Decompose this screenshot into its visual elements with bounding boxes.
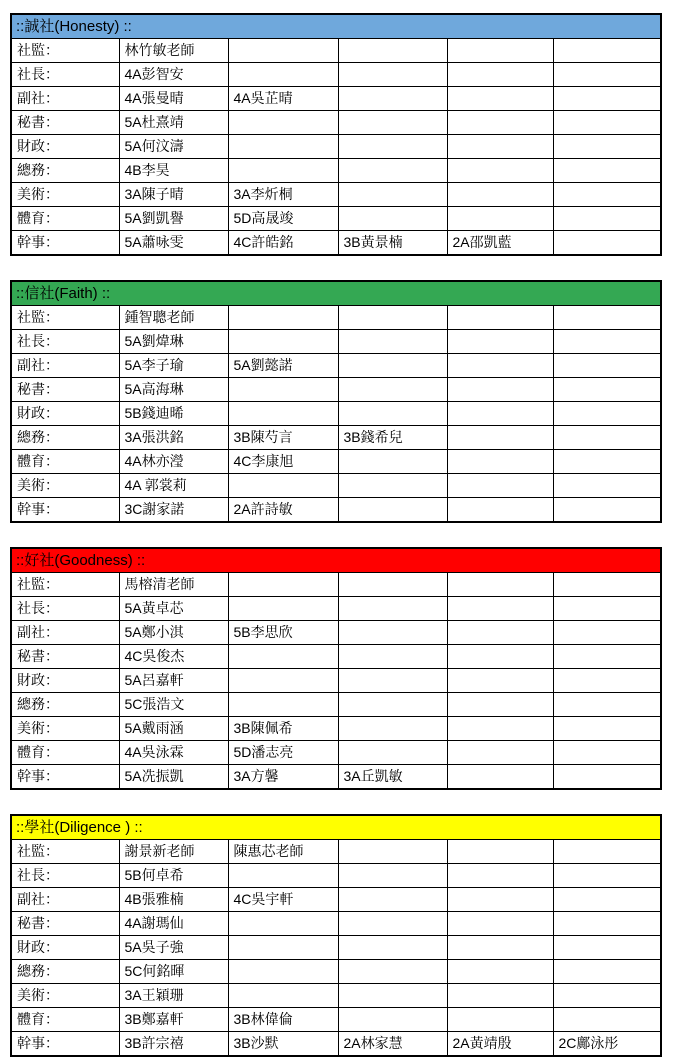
- member-cell: [553, 426, 661, 450]
- role-label-cell: 副社：: [11, 621, 119, 645]
- member-cell: [228, 63, 338, 87]
- table-row: [11, 960, 661, 984]
- member-cell: [338, 402, 447, 426]
- member-cell: 5A戴雨涵: [119, 717, 228, 741]
- member-cell: 4C許皓銘: [228, 231, 338, 256]
- role-label-cell: 社長：: [11, 597, 119, 621]
- member-cell: [553, 960, 661, 984]
- member-cell: 3A張洪銘: [119, 426, 228, 450]
- role-label-cell: 幹事：: [11, 1032, 119, 1057]
- member-cell: [553, 63, 661, 87]
- member-cell: 4C吳俊杰: [119, 645, 228, 669]
- member-cell: [553, 597, 661, 621]
- member-cell: 4A彭智安: [119, 63, 228, 87]
- member-cell: [553, 936, 661, 960]
- member-cell: 3B許宗禧: [119, 1032, 228, 1057]
- member-cell: 5B李思欣: [228, 621, 338, 645]
- member-cell: [338, 474, 447, 498]
- member-cell: [338, 354, 447, 378]
- table-row: [11, 39, 661, 63]
- member-cell: [553, 474, 661, 498]
- honesty-table-title: ::誠社(Honesty) ::: [11, 14, 661, 39]
- member-cell: 3B陳佩希: [228, 717, 338, 741]
- member-cell: [228, 936, 338, 960]
- table-row: [11, 63, 661, 87]
- role-label-cell: 體育：: [11, 741, 119, 765]
- role-label-cell: 體育：: [11, 450, 119, 474]
- member-cell: 鍾智聰老師: [119, 306, 228, 330]
- member-cell: 4A張曼晴: [119, 87, 228, 111]
- table-row: [11, 231, 661, 256]
- table-row: [11, 450, 661, 474]
- table-row: [11, 693, 661, 717]
- member-cell: [553, 912, 661, 936]
- role-label-cell: 財政：: [11, 135, 119, 159]
- member-cell: [228, 960, 338, 984]
- member-cell: [228, 474, 338, 498]
- member-cell: [553, 402, 661, 426]
- member-cell: [338, 330, 447, 354]
- member-cell: [447, 741, 553, 765]
- member-cell: [338, 960, 447, 984]
- member-cell: [228, 669, 338, 693]
- member-cell: 謝景新老師: [119, 840, 228, 864]
- member-cell: [447, 498, 553, 523]
- member-cell: [228, 402, 338, 426]
- member-cell: 3B沙默: [228, 1032, 338, 1057]
- member-cell: 2A邵凱藍: [447, 231, 553, 256]
- member-cell: [338, 912, 447, 936]
- member-cell: [553, 645, 661, 669]
- member-cell: [447, 39, 553, 63]
- table-row: [11, 87, 661, 111]
- member-cell: [338, 984, 447, 1008]
- member-cell: 5A李子瑜: [119, 354, 228, 378]
- member-cell: [338, 888, 447, 912]
- table-header-row: [11, 14, 661, 39]
- member-cell: [447, 765, 553, 790]
- member-cell: 5A高海琳: [119, 378, 228, 402]
- table-row: [11, 621, 661, 645]
- member-cell: 3C謝家諾: [119, 498, 228, 523]
- member-cell: [228, 306, 338, 330]
- member-cell: [338, 1008, 447, 1032]
- member-cell: [553, 330, 661, 354]
- member-cell: [553, 306, 661, 330]
- role-label-cell: 體育：: [11, 1008, 119, 1032]
- member-cell: [228, 984, 338, 1008]
- table-row: [11, 183, 661, 207]
- role-label-cell: 社長：: [11, 63, 119, 87]
- member-cell: [447, 63, 553, 87]
- member-cell: [553, 864, 661, 888]
- member-cell: [338, 621, 447, 645]
- member-cell: 5A冼振凱: [119, 765, 228, 790]
- role-label-cell: 美術：: [11, 474, 119, 498]
- member-cell: [338, 840, 447, 864]
- table-row: [11, 765, 661, 790]
- member-cell: 4C吳宇軒: [228, 888, 338, 912]
- member-cell: [553, 450, 661, 474]
- role-label-cell: 社監：: [11, 573, 119, 597]
- member-cell: 5A黃卓芯: [119, 597, 228, 621]
- member-cell: [553, 573, 661, 597]
- table-row: [11, 1008, 661, 1032]
- member-cell: 4A吳泳霖: [119, 741, 228, 765]
- table-row: [11, 717, 661, 741]
- table-header-row: [11, 281, 661, 306]
- member-cell: 5D高晟竣: [228, 207, 338, 231]
- member-cell: [338, 717, 447, 741]
- role-label-cell: 社監：: [11, 39, 119, 63]
- member-cell: [553, 741, 661, 765]
- member-cell: [338, 306, 447, 330]
- member-cell: [447, 1008, 553, 1032]
- member-cell: 5C張浩文: [119, 693, 228, 717]
- member-cell: [447, 474, 553, 498]
- member-cell: [228, 39, 338, 63]
- member-cell: [447, 450, 553, 474]
- member-cell: [447, 669, 553, 693]
- member-cell: [228, 864, 338, 888]
- role-label-cell: 財政：: [11, 936, 119, 960]
- goodness-club-table: [10, 547, 662, 790]
- table-row: [11, 1032, 661, 1057]
- member-cell: [553, 693, 661, 717]
- member-cell: 3B錢希兒: [338, 426, 447, 450]
- table-row: [11, 378, 661, 402]
- role-label-cell: 總務：: [11, 693, 119, 717]
- member-cell: [447, 597, 553, 621]
- member-cell: 3A陳子晴: [119, 183, 228, 207]
- member-cell: [447, 306, 553, 330]
- role-label-cell: 秘書：: [11, 645, 119, 669]
- member-cell: 4A林亦瀅: [119, 450, 228, 474]
- goodness-table-title: ::好社(Goodness) ::: [11, 548, 661, 573]
- member-cell: [338, 39, 447, 63]
- role-label-cell: 社長：: [11, 864, 119, 888]
- member-cell: [553, 717, 661, 741]
- role-label-cell: 社監：: [11, 306, 119, 330]
- member-cell: [228, 597, 338, 621]
- table-row: [11, 573, 661, 597]
- member-cell: [338, 111, 447, 135]
- member-cell: [553, 765, 661, 790]
- member-cell: [447, 912, 553, 936]
- role-label-cell: 副社：: [11, 87, 119, 111]
- member-cell: [553, 207, 661, 231]
- member-cell: [338, 669, 447, 693]
- role-label-cell: 總務：: [11, 426, 119, 450]
- member-cell: [338, 936, 447, 960]
- member-cell: [447, 402, 553, 426]
- honesty-club-table: [10, 13, 662, 256]
- member-cell: 4A 郭裳莉: [119, 474, 228, 498]
- table-row: [11, 426, 661, 450]
- role-label-cell: 體育：: [11, 207, 119, 231]
- member-cell: 5A劉煒琳: [119, 330, 228, 354]
- role-label-cell: 總務：: [11, 960, 119, 984]
- role-label-cell: 財政：: [11, 402, 119, 426]
- member-cell: 3A丘凱敏: [338, 765, 447, 790]
- member-cell: [447, 135, 553, 159]
- member-cell: 5A吳子強: [119, 936, 228, 960]
- role-label-cell: 幹事：: [11, 231, 119, 256]
- member-cell: [447, 621, 553, 645]
- member-cell: 4A吳芷晴: [228, 87, 338, 111]
- table-row: [11, 888, 661, 912]
- member-cell: [338, 573, 447, 597]
- member-cell: 3A李炘桐: [228, 183, 338, 207]
- member-cell: 3B黃景楠: [338, 231, 447, 256]
- table-row: [11, 474, 661, 498]
- member-cell: 2A黃靖殷: [447, 1032, 553, 1057]
- table-row: [11, 936, 661, 960]
- member-cell: [447, 159, 553, 183]
- member-cell: [228, 111, 338, 135]
- member-cell: 2C鄺泳彤: [553, 1032, 661, 1057]
- member-cell: 3B鄭嘉軒: [119, 1008, 228, 1032]
- role-label-cell: 社長：: [11, 330, 119, 354]
- member-cell: [553, 231, 661, 256]
- table-row: [11, 111, 661, 135]
- member-cell: 4A謝瑪仙: [119, 912, 228, 936]
- member-cell: 4C李康旭: [228, 450, 338, 474]
- member-cell: [553, 87, 661, 111]
- table-row: [11, 402, 661, 426]
- member-cell: [228, 693, 338, 717]
- member-cell: 3A王穎珊: [119, 984, 228, 1008]
- member-cell: [553, 669, 661, 693]
- faith-club-table: [10, 280, 662, 523]
- member-cell: [447, 888, 553, 912]
- member-cell: 馬榕清老師: [119, 573, 228, 597]
- member-cell: [553, 984, 661, 1008]
- member-cell: 5A蕭咏雯: [119, 231, 228, 256]
- member-cell: [553, 840, 661, 864]
- member-cell: [228, 135, 338, 159]
- role-label-cell: 美術：: [11, 717, 119, 741]
- member-cell: [447, 984, 553, 1008]
- role-label-cell: 財政：: [11, 669, 119, 693]
- member-cell: [338, 693, 447, 717]
- member-cell: [228, 573, 338, 597]
- member-cell: [338, 378, 447, 402]
- table-header-row: [11, 548, 661, 573]
- diligence-club-table: [10, 814, 662, 1057]
- member-cell: [447, 573, 553, 597]
- table-row: [11, 135, 661, 159]
- member-cell: [228, 378, 338, 402]
- member-cell: 5C何銘暉: [119, 960, 228, 984]
- member-cell: [338, 498, 447, 523]
- member-cell: [338, 63, 447, 87]
- member-cell: [338, 864, 447, 888]
- member-cell: [338, 87, 447, 111]
- member-cell: [447, 960, 553, 984]
- member-cell: 5B錢迪晞: [119, 402, 228, 426]
- member-cell: [553, 111, 661, 135]
- member-cell: 5A劉懿諾: [228, 354, 338, 378]
- role-label-cell: 幹事：: [11, 498, 119, 523]
- member-cell: [447, 87, 553, 111]
- member-cell: [553, 888, 661, 912]
- member-cell: 林竹敏老師: [119, 39, 228, 63]
- member-cell: [338, 183, 447, 207]
- role-label-cell: 秘書：: [11, 378, 119, 402]
- role-label-cell: 幹事：: [11, 765, 119, 790]
- member-cell: 3A方馨: [228, 765, 338, 790]
- member-cell: [228, 330, 338, 354]
- member-cell: [553, 621, 661, 645]
- member-cell: 5B何卓希: [119, 864, 228, 888]
- table-row: [11, 669, 661, 693]
- faith-table-title: ::信社(Faith) ::: [11, 281, 661, 306]
- member-cell: [447, 645, 553, 669]
- member-cell: [447, 840, 553, 864]
- table-row: [11, 330, 661, 354]
- table-row: [11, 864, 661, 888]
- role-label-cell: 社監：: [11, 840, 119, 864]
- table-row: [11, 840, 661, 864]
- member-cell: 5A鄭小淇: [119, 621, 228, 645]
- table-row: [11, 207, 661, 231]
- member-cell: 5A劉凱譽: [119, 207, 228, 231]
- table-row: [11, 912, 661, 936]
- member-cell: [553, 498, 661, 523]
- member-cell: [228, 912, 338, 936]
- member-cell: [447, 936, 553, 960]
- member-cell: 5A呂嘉軒: [119, 669, 228, 693]
- member-cell: 4B李昊: [119, 159, 228, 183]
- member-cell: [447, 330, 553, 354]
- member-cell: 4B張雅楠: [119, 888, 228, 912]
- member-cell: [338, 450, 447, 474]
- member-cell: 3B陳芍言: [228, 426, 338, 450]
- table-row: [11, 597, 661, 621]
- member-cell: 5A杜熹靖: [119, 111, 228, 135]
- member-cell: [447, 183, 553, 207]
- member-cell: [447, 354, 553, 378]
- member-cell: [338, 741, 447, 765]
- role-label-cell: 美術：: [11, 984, 119, 1008]
- diligence-table-title: ::學社(Diligence ) ::: [11, 815, 661, 840]
- member-cell: [553, 159, 661, 183]
- member-cell: [553, 1008, 661, 1032]
- member-cell: 5D潘志亮: [228, 741, 338, 765]
- member-cell: [553, 39, 661, 63]
- role-label-cell: 美術：: [11, 183, 119, 207]
- member-cell: [338, 135, 447, 159]
- member-cell: [447, 111, 553, 135]
- table-row: [11, 984, 661, 1008]
- role-label-cell: 秘書：: [11, 111, 119, 135]
- member-cell: [447, 207, 553, 231]
- table-row: [11, 354, 661, 378]
- role-label-cell: 秘書：: [11, 912, 119, 936]
- member-cell: [553, 354, 661, 378]
- member-cell: [447, 693, 553, 717]
- member-cell: 陳惠芯老師: [228, 840, 338, 864]
- role-label-cell: 總務：: [11, 159, 119, 183]
- role-label-cell: 副社：: [11, 888, 119, 912]
- member-cell: [447, 378, 553, 402]
- table-row: [11, 645, 661, 669]
- table-row: [11, 306, 661, 330]
- member-cell: [228, 159, 338, 183]
- table-row: [11, 741, 661, 765]
- member-cell: 2A許詩敏: [228, 498, 338, 523]
- member-cell: 3B林偉倫: [228, 1008, 338, 1032]
- member-cell: 5A何汶濤: [119, 135, 228, 159]
- member-cell: [338, 645, 447, 669]
- member-cell: [338, 207, 447, 231]
- member-cell: [447, 426, 553, 450]
- member-cell: [447, 864, 553, 888]
- table-row: [11, 498, 661, 523]
- member-cell: [553, 378, 661, 402]
- table-row: [11, 159, 661, 183]
- member-cell: [228, 645, 338, 669]
- role-label-cell: 副社：: [11, 354, 119, 378]
- table-header-row: [11, 815, 661, 840]
- member-cell: [338, 159, 447, 183]
- member-cell: [338, 597, 447, 621]
- member-cell: [553, 135, 661, 159]
- member-cell: 2A林家慧: [338, 1032, 447, 1057]
- member-cell: [553, 183, 661, 207]
- member-cell: [447, 717, 553, 741]
